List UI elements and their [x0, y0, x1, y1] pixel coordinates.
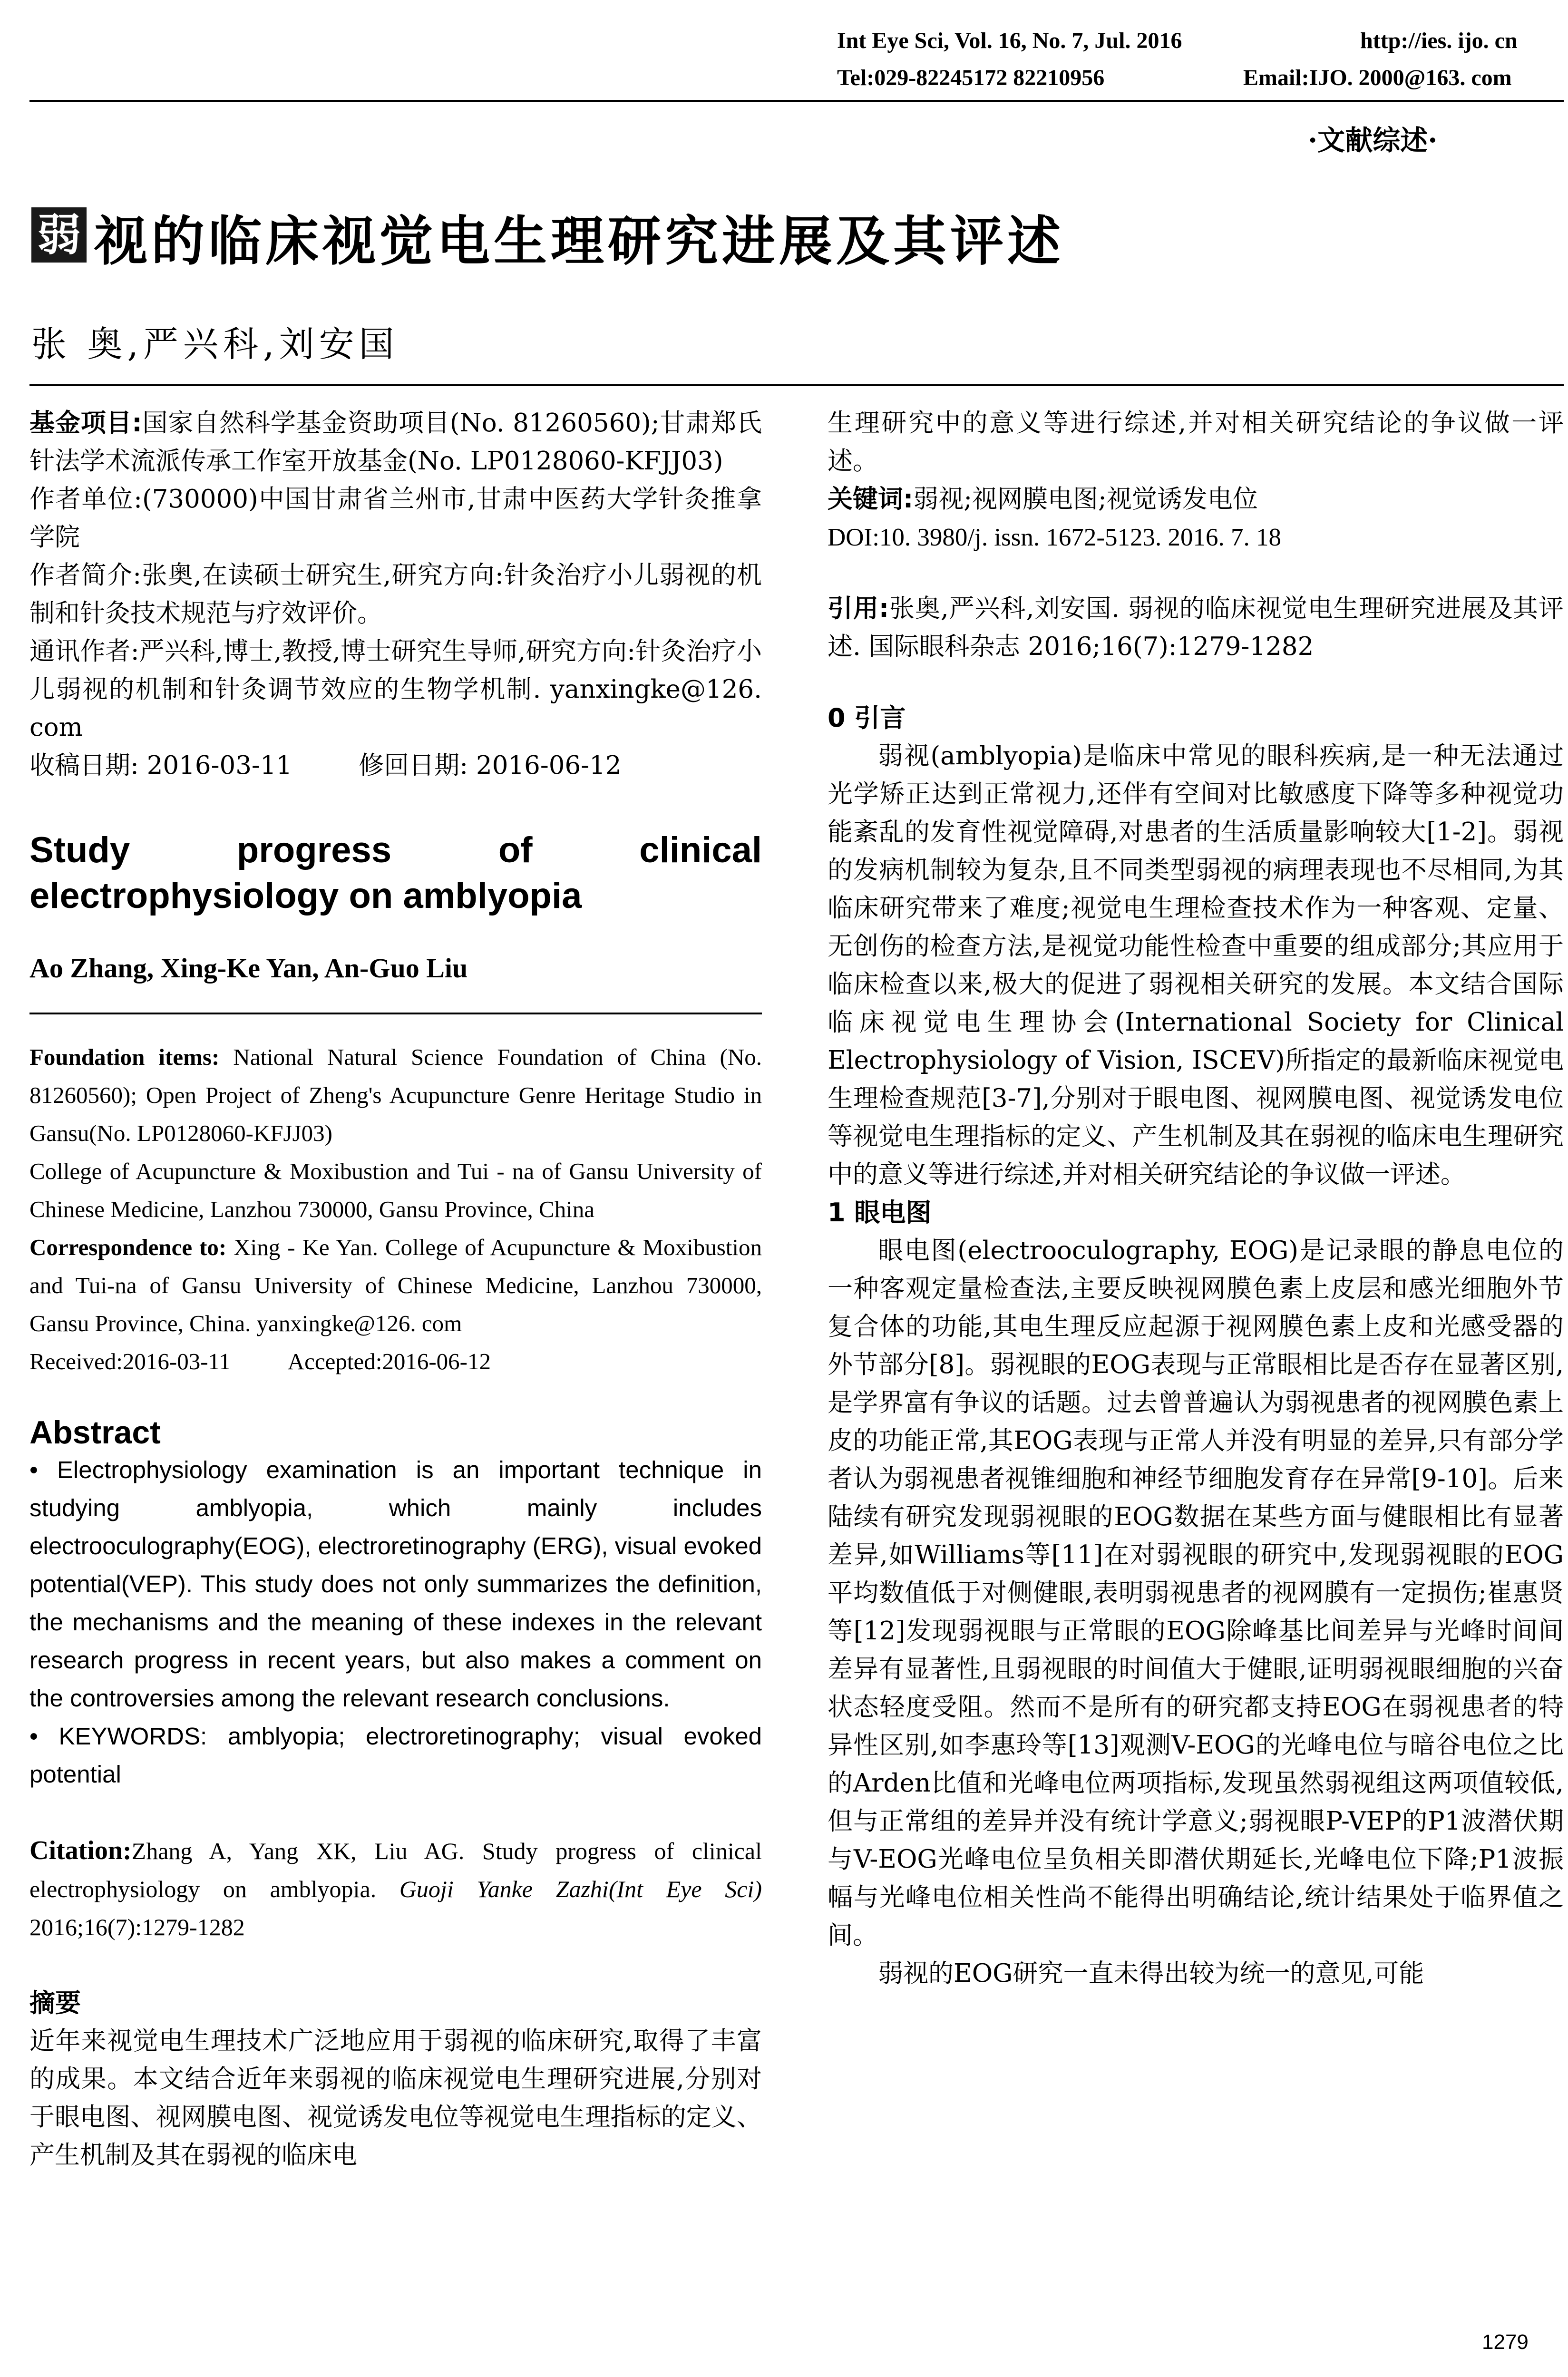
intro-text: 弱视(amblyopia)是临床中常见的眼科疾病,是一种无法通过光学矫正达到正常视力,还伴有空间对比敏感度下降等多种视觉功能紊乱的发育性视觉障碍,对患者的生活质量影响较大[1-2]。弱视的发病机制较为复杂,且不同类型弱视的病理表现也不尽相同,为其临床研究带来了难度;视觉电生理检查技术作为一种客观、定量、无创伤的检查方法,是视觉功能性检查中重要的组成部分;其应用于临床检查以来,极大的促进了弱视相关研究的发展。本文结合国际临床视觉电生理协会(International Society for Clinical Electrophysiology of Vision, ISCEV)所指定的最新临床视觉电生理检查规范[3-7],分别对于眼电图、视网膜电图、视觉诱发电位等视觉电生理指标的定义、产生机制及其在弱视的临床电生理研究中的意义等进行综述,并对相关研究结论的争议做一评述。	[828, 741, 1564, 1189]
cn-abstract-continued: 生理研究中的意义等进行综述,并对相关研究结论的争议做一评述。	[828, 409, 1564, 476]
cn-abstract-heading: 摘要	[29, 1988, 81, 2018]
en-authors-rule	[29, 1013, 762, 1014]
info-text: 国家自然科学基金资助项目(No. 81260560);甘肃郑氏针法学术流派传承工作室开放基金(No. LP0128060-KFJJ03)	[29, 409, 762, 476]
info-text: 通讯作者:严兴科,博士,教授,博士研究生导师,研究方向:针灸治疗小儿弱视的机制和针灸调节效应的生物学机制. yanxingke@126. com	[29, 637, 762, 742]
page-number: 1279	[1482, 2330, 1529, 2354]
cite-cn	[828, 590, 1564, 666]
header-rule	[29, 100, 1564, 102]
en-article-info	[29, 1038, 762, 1381]
last-text: 弱视的EOG研究一直未得出较为统一的意见,可能	[878, 1959, 1424, 1988]
eog-heading: 1 眼电图	[828, 1198, 932, 1227]
right-column	[828, 404, 1564, 1993]
doi: DOI:10. 3980/j. issn. 1672-5123. 2016. 7. 18	[828, 524, 1281, 551]
intro-heading: 0 引言	[828, 703, 906, 733]
page-title: 视的临床视觉电生理研究进展及其评述	[94, 210, 1064, 273]
section-tag: ·文献综述·	[1308, 124, 1438, 156]
received-date-en: Received:2016-03-11	[29, 1348, 231, 1374]
correspondence-text: Xing - Ke Yan. College of Acupuncture & Moxibustion and Tui-na of Gansu University of Chinese Medicine, Lanzhou 730000, Gansu Province, China. yanxingke@126. com	[29, 1234, 762, 1336]
info-label: 基金项目:	[29, 409, 142, 438]
accepted-date-en: Accepted:2016-06-12	[287, 1348, 491, 1374]
abstract-heading: Abstract	[29, 1414, 161, 1451]
header-email: Email:IJO. 2000@163. com	[1243, 65, 1512, 90]
keywords-label: 关键词:	[828, 485, 914, 514]
title-rule	[29, 384, 1564, 386]
info-text: 作者单位:(730000)中国甘肃省兰州市,甘肃中医药大学针灸推拿学院	[29, 485, 762, 552]
keywords-text: 弱视;视网膜电图;视觉诱发电位	[913, 485, 1258, 514]
revised-date-cn: 修回日期: 2016-06-12	[359, 751, 622, 780]
foundation-label: Foundation items:	[29, 1044, 220, 1070]
cite-label: 引用:	[828, 594, 889, 623]
citation-en	[29, 1831, 762, 1946]
received-date-cn: 收稿日期: 2016-03-11	[29, 751, 292, 780]
authors-cn: 张 奥,严兴科,刘安国	[31, 324, 399, 365]
left-column	[29, 404, 762, 2174]
header-tel: Tel:029-82245172 82210956	[837, 65, 1105, 90]
en-title-line2: electrophysiology on amblyopia	[29, 876, 582, 916]
header-journal-info: Int Eye Sci, Vol. 16, No. 7, Jul. 2016	[837, 28, 1182, 53]
article-info	[29, 404, 762, 785]
citation-label: Citation:	[29, 1836, 132, 1865]
abstract-body	[29, 1451, 762, 1793]
keywords-en: • KEYWORDS: amblyopia; electroretinography; visual evoked potential	[29, 1723, 762, 1788]
en-title-line1: Study progress of clinical	[29, 830, 762, 870]
citation-journal: Guoji Yanke Zazhi(Int Eye Sci)	[399, 1876, 762, 1902]
correspondence-label: Correspondence to:	[29, 1234, 227, 1260]
info-text: 作者简介:张奥,在读硕士研究生,研究方向:针灸治疗小儿弱视的机制和针灸技术规范与疗效评价。	[29, 561, 762, 628]
eog-text: 眼电图(electrooculography, EOG)是记录眼的静息电位的一种客观定量检查法,主要反映视网膜色素上皮层和感光细胞外节复合体的功能,其电生理反应起源于视网膜色素上皮和光感受器的外节部分[8]。弱视眼的EOG表现与正常眼相比是否存在显著区别,是学界富有争议的话题。过去曾普遍认为弱视患者的视网膜色素上皮的功能正常,其EOG表现与正常人并没有明显的差异,只有部分学者认为弱视患者视锥细胞和神经节细胞发育存在异常[9-10]。后来陆续有研究发现弱视眼的EOG数据在某些方面与健眼相比有显著差异,如Williams等[11]在对弱视眼的研究中,发现弱视眼的EOG平均数值低于对侧健眼,表明弱视患者的视网膜有一定损伤;崔惠贤等[12]发现弱视眼与正常眼的EOG除峰基比间差异与光峰时间间差异有显著性,且弱视眼的时间值大于健眼,证明弱视眼细胞的兴奋状态轻度受阻。然而不是所有的研究都支持EOG在弱视患者的特异性区别,如李惠玲等[13]观测V-EOG的光峰电位与暗谷电位之比的Arden比值和光峰电位两项指标,发现虽然弱视组这两项值较低,但与正常组的差异并没有统计学意义;弱视眼P-VEP的P1波潜伏期与V-EOG光峰电位呈负相关即潜伏期延长,光峰电位下降;P1波振幅与光峰电位相关性尚不能得出明确结论,统计结果处于临界值之间。	[828, 1236, 1564, 1950]
citation-volume: 2016;16(7):1279-1282	[29, 1914, 245, 1940]
college-text: College of Acupuncture & Moxibustion and Tui - na of Gansu University of Chinese Medicine, Lanzhou 730000, Gansu Province, China	[29, 1158, 762, 1222]
foundation-text: National Natural Science Foundation of China (No. 81260560); Open Project of Zheng's Acupuncture Genre Heritage Studio in Gansu(No. LP0128060-KFJJ03)	[29, 1044, 762, 1146]
abstract-paragraph: • Electrophysiology examination is an important technique in studying amblyopia, which mainly includes electrooculography(EOG), electroretinography (ERG), visual evoked potential(VEP). This study does not only summarizes the definition, the mechanisms and the meaning of these indexes in the relevant research progress in recent years, but also makes a comment on the controversies among the relevant research conclusions.	[29, 1456, 762, 1712]
title-first-char: 弱	[31, 207, 87, 263]
en-authors: Ao Zhang, Xing-Ke Yan, An-Guo Liu	[29, 953, 468, 984]
cite-text: 张奥,严兴科,刘安国. 弱视的临床视觉电生理研究进展及其评述. 国际眼科杂志 2016;16(7):1279-1282	[828, 594, 1564, 661]
citation-text: Zhang A, Yang XK, Liu AG. Study progress of clinical electrophysiology on amblyopia.	[29, 1838, 762, 1902]
keywords-cn	[828, 480, 1564, 518]
cn-abstract-text: 近年来视觉电生理技术广泛地应用于弱视的临床研究,取得了丰富的成果。本文结合近年来弱视的临床视觉电生理研究进展,分别对于眼电图、视网膜电图、视觉诱发电位等视觉电生理指标的定义、产生机制及其在弱视的临床电	[29, 2026, 762, 2170]
header-website: http://ies. ijo. cn	[1360, 28, 1518, 53]
